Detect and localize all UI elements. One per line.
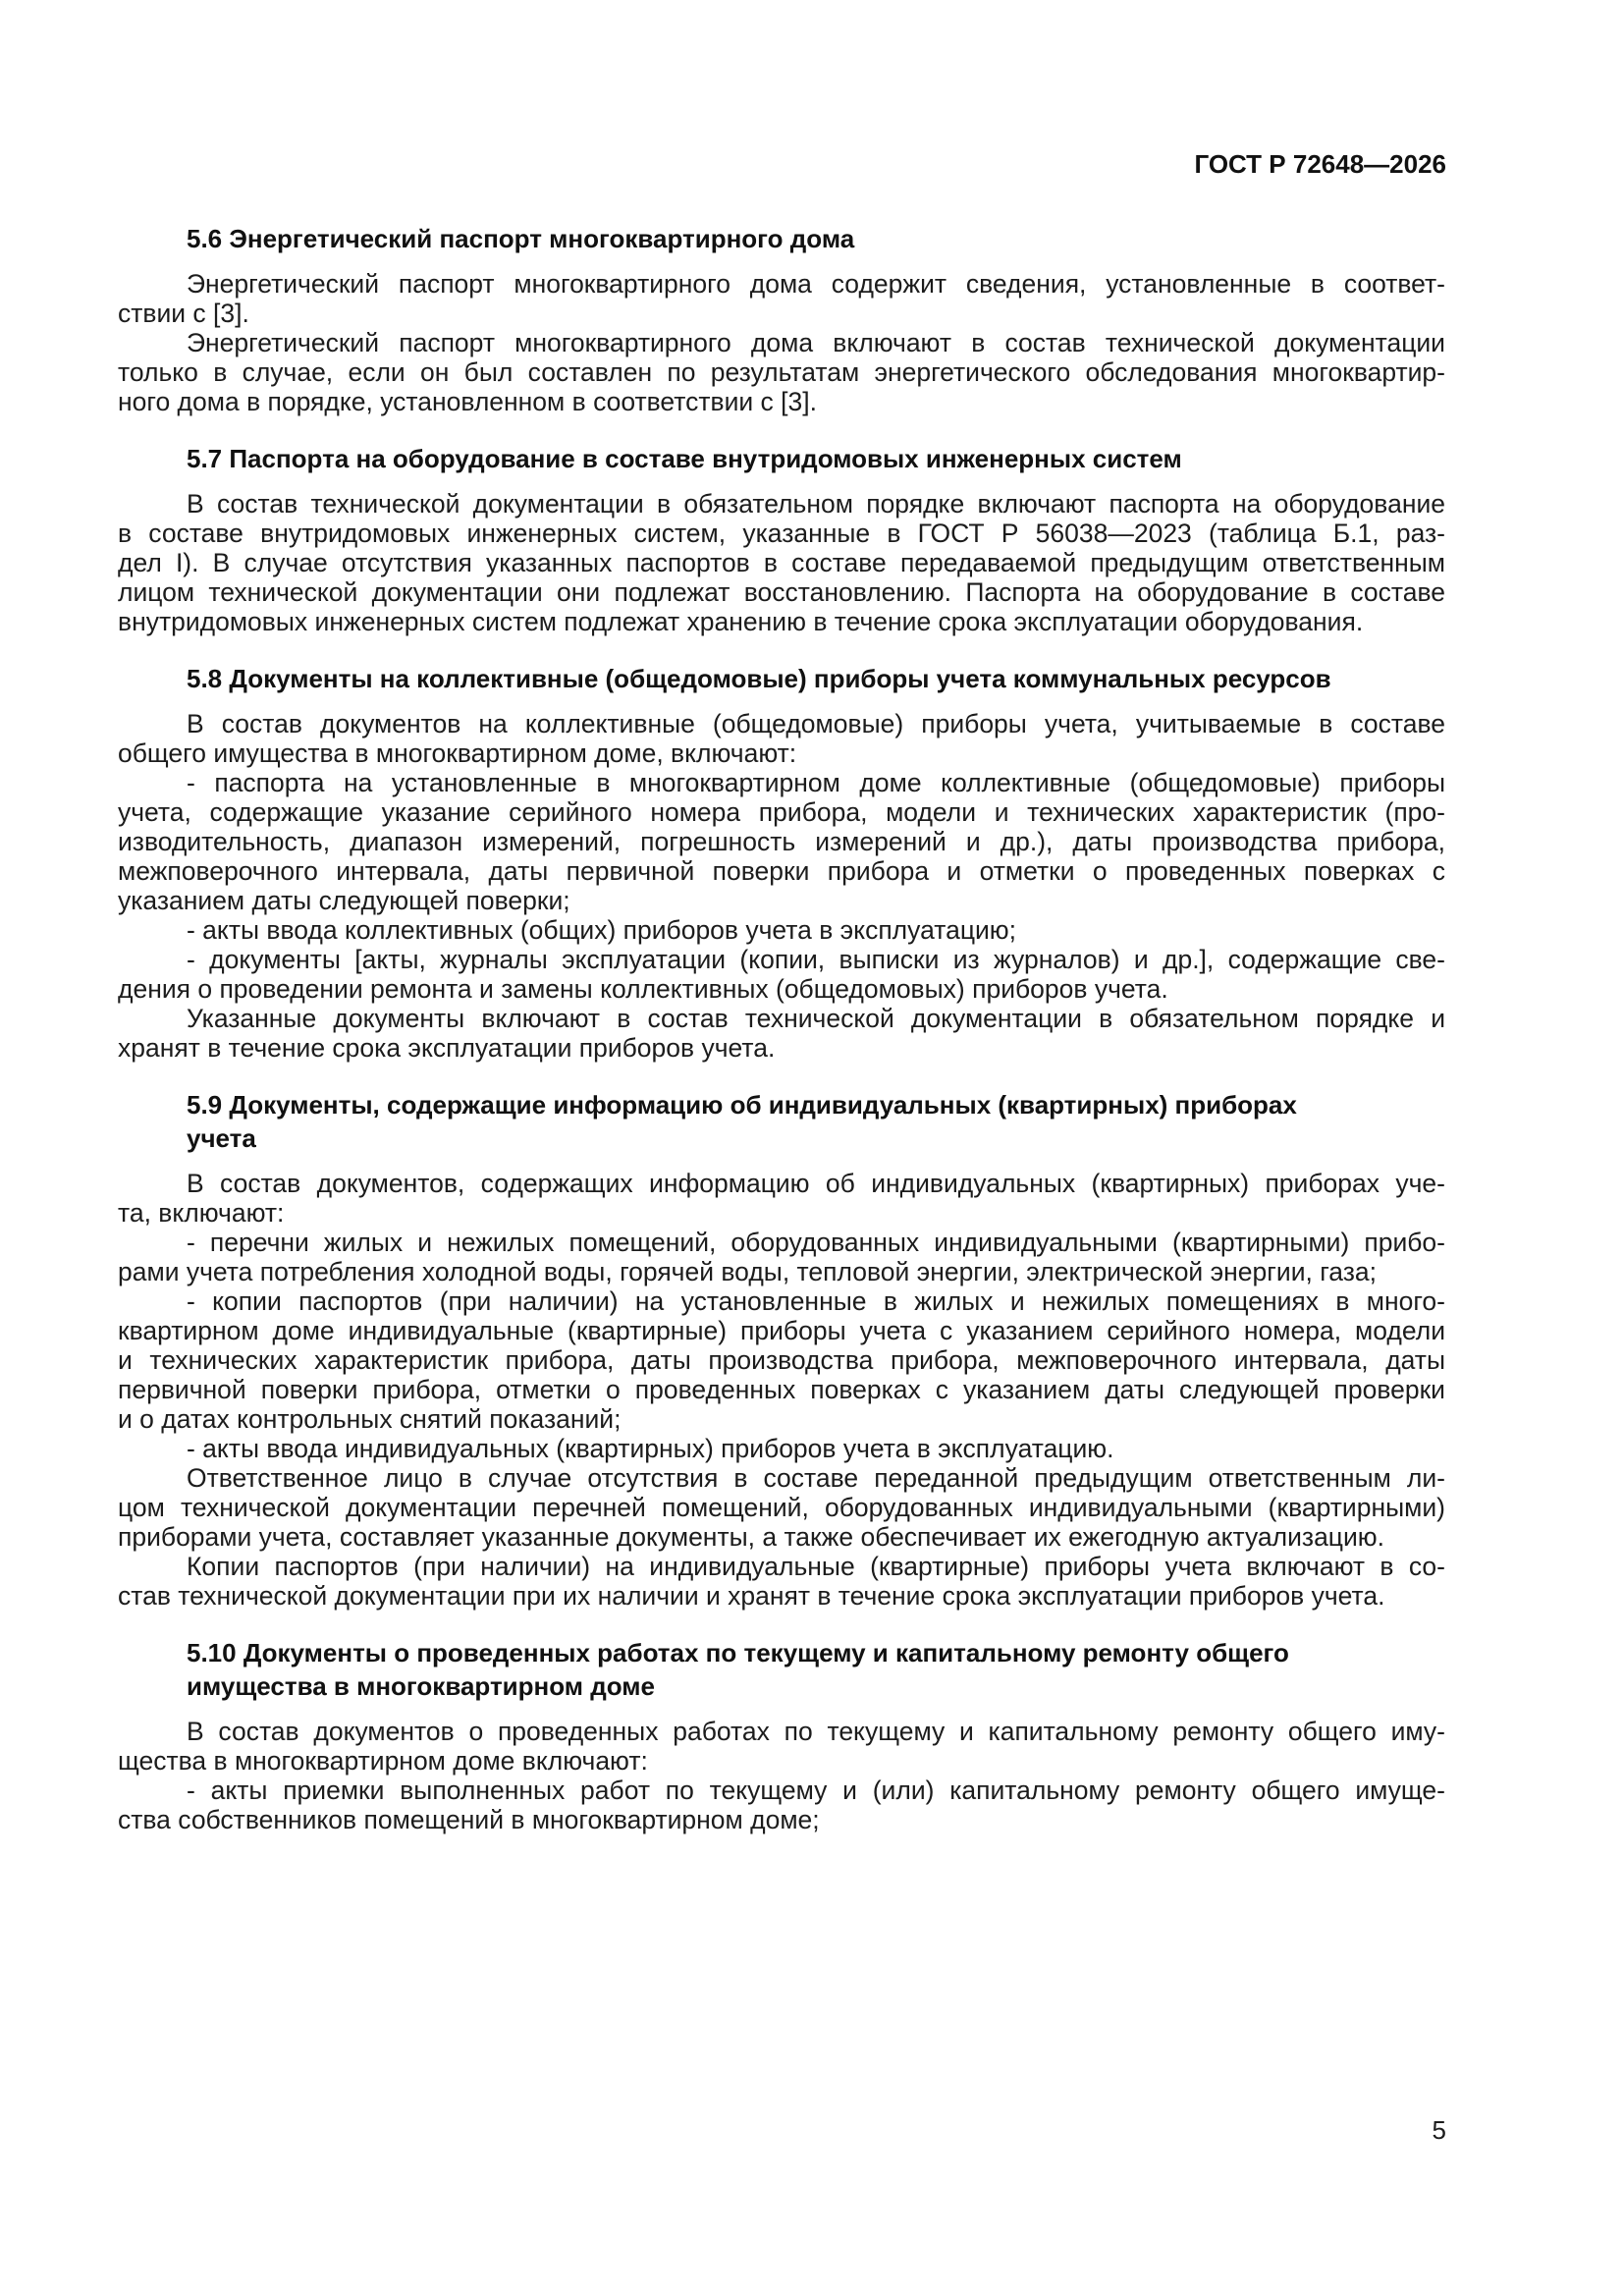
- section-heading: [118, 442, 1445, 475]
- text-line: - паспорта на установленные в многоквартирном доме коллективные (общедомовые) приборы: [187, 768, 1445, 797]
- text-line: Копии паспортов (при наличии) на индивидуальные (квартирные) приборы учета включают в со-: [187, 1552, 1445, 1581]
- section-heading-line: учета: [187, 1123, 256, 1153]
- text-line: первичной поверки прибора, отметки о проведенных поверках с указанием даты следующей проверки: [118, 1375, 1445, 1404]
- text-line: приборами учета, составляет указанные документы, а также обеспечивает их ежегодную актуализацию.: [118, 1522, 1385, 1552]
- text-line: - акты ввода коллективных (общих) приборов учета в эксплуатацию;: [187, 915, 1017, 945]
- document-body: [118, 222, 1445, 1860]
- text-line: В состав технической документации в обязательном порядке включают паспорта на оборудование: [187, 489, 1445, 519]
- section-heading: [118, 1088, 1445, 1155]
- text-line: ства собственников помещений в многоквартирном доме;: [118, 1805, 820, 1834]
- section: [118, 222, 1445, 416]
- text-line: квартирном доме индивидуальные (квартирные) приборы учета с указанием серийного номера, модели: [118, 1316, 1445, 1345]
- section-heading: [118, 662, 1445, 695]
- text-line: указанием даты следующей поверки;: [118, 886, 570, 915]
- section-heading: [118, 1636, 1445, 1703]
- section-heading: [118, 222, 1445, 255]
- text-line: Энергетический паспорт многоквартирного дома включают в состав технической документации: [187, 328, 1445, 357]
- text-line: дения о проведении ремонта и замены коллективных (общедомовых) приборов учета.: [118, 974, 1168, 1004]
- section: [118, 662, 1445, 1063]
- text-line: Ответственное лицо в случае отсутствия в составе переданной предыдущим ответственным ли-: [187, 1463, 1445, 1493]
- text-line: - акты приемки выполненных работ по текущему и (или) капитальному ремонту общего имуще-: [187, 1776, 1445, 1805]
- text-line: - акты ввода индивидуальных (квартирных) приборов учета в эксплуатацию.: [187, 1434, 1114, 1463]
- section-heading-line: 5.8 Документы на коллективные (общедомовые) приборы учета коммунальных ресурсов: [187, 664, 1331, 693]
- section-heading-line: 5.9 Документы, содержащие информацию об индивидуальных (квартирных) приборах: [187, 1090, 1297, 1120]
- section: [118, 442, 1445, 636]
- text-line: - копии паспортов (при наличии) на установленные в жилых и нежилых помещениях в много-: [187, 1286, 1445, 1316]
- text-line: дел I). В случае отсутствия указанных паспортов в составе передаваемой предыдущим ответственным: [118, 548, 1445, 577]
- section-heading-line: 5.6 Энергетический паспорт многоквартирного дома: [187, 224, 855, 253]
- text-line: и о датах контрольных снятий показаний;: [118, 1404, 622, 1434]
- text-line: внутридомовых инженерных систем подлежат хранению в течение срока эксплуатации оборудования.: [118, 607, 1364, 636]
- page-number: 5: [1432, 2115, 1446, 2145]
- text-line: цом технической документации перечней помещений, оборудованных индивидуальными (квартирными): [118, 1493, 1445, 1522]
- text-line: - документы [акты, журналы эксплуатации (копии, выписки из журналов) и др.], содержащие све-: [187, 945, 1445, 974]
- text-line: лицом технической документации они подлежат восстановлению. Паспорта на оборудование в составе: [118, 577, 1445, 607]
- text-line: хранят в течение срока эксплуатации приборов учета.: [118, 1033, 776, 1063]
- section: [118, 1636, 1445, 1834]
- text-line: Указанные документы включают в состав технической документации в обязательном порядке и: [187, 1004, 1445, 1033]
- standard-designation: ГОСТ Р 72648—2026: [1194, 149, 1446, 179]
- section-heading-line: имущества в многоквартирном доме: [187, 1671, 655, 1701]
- text-line: ствии с [3].: [118, 299, 249, 328]
- text-line: став технической документации при их наличии и хранят в течение срока эксплуатации приборов учета.: [118, 1581, 1385, 1611]
- text-line: общего имущества в многоквартирном доме, включают:: [118, 738, 797, 768]
- text-line: В состав документов на коллективные (общедомовые) приборы учета, учитываемые в составе: [187, 709, 1445, 738]
- text-line: изводительность, диапазон измерений, погрешность измерений и др.), даты производства прибора,: [118, 827, 1445, 856]
- text-line: рами учета потребления холодной воды, горячей воды, тепловой энергии, электрической энергии, газа;: [118, 1257, 1378, 1286]
- text-line: межповерочного интервала, даты первичной поверки прибора и отметки о проведенных поверках с: [118, 856, 1445, 886]
- text-line: щества в многоквартирном доме включают:: [118, 1746, 648, 1776]
- text-line: - перечни жилых и нежилых помещений, оборудованных индивидуальными (квартирными) прибо-: [187, 1228, 1445, 1257]
- text-line: в составе внутридомовых инженерных систем, указанные в ГОСТ Р 56038—2023 (таблица Б.1, раз-: [118, 519, 1445, 548]
- text-line: только в случае, если он был составлен по результатам энергетического обследования многоквартир-: [118, 357, 1445, 387]
- text-line: и технических характеристик прибора, даты производства прибора, межповерочного интервала, даты: [118, 1345, 1445, 1375]
- section-heading-line: 5.10 Документы о проведенных работах по текущему и капитальному ремонту общего: [187, 1638, 1289, 1667]
- text-line: та, включают:: [118, 1198, 285, 1228]
- text-line: В состав документов, содержащих информацию об индивидуальных (квартирных) приборах уче-: [187, 1169, 1445, 1198]
- text-line: В состав документов о проведенных работах по текущему и капитальному ремонту общего иму-: [187, 1717, 1445, 1746]
- text-line: учета, содержащие указание серийного номера прибора, модели и технических характеристик (про-: [118, 797, 1445, 827]
- section: [118, 1088, 1445, 1611]
- text-line: Энергетический паспорт многоквартирного дома содержит сведения, установленные в соответ-: [187, 269, 1445, 299]
- text-line: ного дома в порядке, установленном в соответствии с [3].: [118, 387, 817, 416]
- section-heading-line: 5.7 Паспорта на оборудование в составе внутридомовых инженерных систем: [187, 444, 1182, 473]
